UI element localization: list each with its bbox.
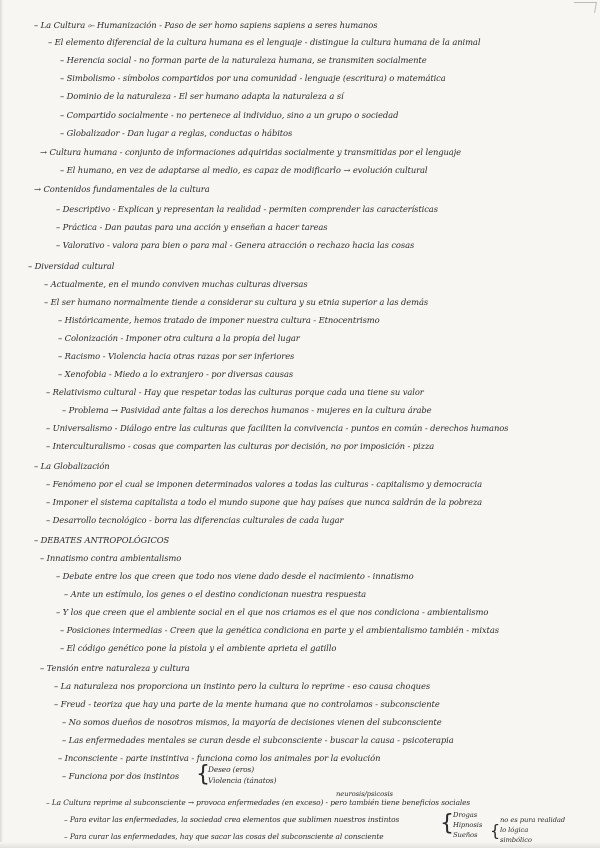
note-line: – El código genético pone la pistola y el ambiente aprieta el gatillo xyxy=(60,643,337,653)
note-heading: – Tensión entre naturaleza y cultura xyxy=(40,663,190,673)
note-line: – La naturaleza nos proporciona un instinto pero la cultura lo reprime - eso causa choques xyxy=(54,681,431,691)
note-line: – Valorativo - valora para bien o para mal - Genera atracción o rechazo hacia las cosas xyxy=(56,240,415,250)
note-heading: – DEBATES ANTROPOLÓGICOS xyxy=(34,535,170,545)
note-line: – Racismo - Violencia hacia otras razas por ser inferiores xyxy=(58,351,295,361)
note-line: – Universalismo - Diálogo entre las culturas que faciliten la convivencia - puntos en común - derechos humanos xyxy=(46,423,509,433)
note-line: – Colonización - Imponer otra cultura a la propia del lugar xyxy=(58,333,300,343)
note-line: – Para curar las enfermedades, hay que sacar las cosas del subconsciente al consciente xyxy=(64,832,384,841)
note-line: – Inconsciente - parte instintiva - funciona como los animales por la evolución xyxy=(58,753,381,763)
note-line: – Históricamente, hemos tratado de imponer nuestra cultura - Etnocentrismo xyxy=(58,315,380,325)
note-line: – Ante un estímulo, los genes o el destino condicionan nuestra respuesta xyxy=(64,589,366,599)
note-line: – Las enfermedades mentales se curan desde el subconsciente - buscar la causa - psicoterapia xyxy=(62,735,454,745)
note-heading: – La Globalización xyxy=(34,461,110,471)
page-crease-left xyxy=(0,0,3,848)
dream-note: lo lógica xyxy=(500,826,529,834)
note-line: – Desarrollo tecnológico - borra las diferencias culturales de cada lugar xyxy=(46,515,344,525)
instinct-bracket: { xyxy=(196,762,210,787)
note-line: – Imponer el sistema capitalista a todo el mundo supone que hay países que nunca saldrán de la pobreza xyxy=(46,497,483,507)
note-line: – Y los que creen que el ambiente social en el que nos criamos es el que nos condiciona - ambientalismo xyxy=(56,607,489,617)
note-line: – Dominio de la naturaleza - El ser humano adapta la naturaleza a sí xyxy=(60,91,344,101)
note-heading: – Innatismo contra ambientalismo xyxy=(40,553,182,563)
neurosis-note: neurosis/psicosis xyxy=(336,790,393,798)
note-line: – Funciona por dos instintos xyxy=(62,771,180,781)
note-line: – El ser humano normalmente tiende a considerar su cultura y su etnia superior a las demás xyxy=(44,297,429,307)
note-line: – Compartido socialmente - no pertenece al individuo, sino a un grupo o sociedad xyxy=(60,110,399,120)
instinct-tanatos: Violencia (tánatos) xyxy=(208,776,277,785)
note-line: – Herencia social - no forman parte de la naturaleza humana, se transmiten socialmente xyxy=(60,55,427,65)
note-line: – El elemento diferencial de la cultura humana es el lenguaje - distingue la cultura humana de la animal xyxy=(48,37,481,47)
methods-bracket: { xyxy=(440,811,454,836)
note-heading: – Diversidad cultural xyxy=(28,261,115,271)
method-suenos: Sueños xyxy=(453,831,478,839)
note-line: – Actualmente, en el mundo conviven muchas culturas diversas xyxy=(44,279,308,289)
note-line: – Relativismo cultural - Hay que respetar todas las culturas porque cada una tiene su valor xyxy=(46,387,424,397)
note-line: – Para evitar las enfermedades, la sociedad crea elementos que sublimen nuestros instintos xyxy=(64,815,400,824)
note-line: – Interculturalismo - cosas que comparten las culturas por decisión, no por imposición - pizza xyxy=(46,441,435,451)
note-line: – No somos dueños de nosotros mismos, la mayoría de decisiones vienen del subconsciente xyxy=(62,717,442,727)
note-line: – Freud - teoriza que hay una parte de la mente humana que no controlamos - subconsciente xyxy=(54,699,440,709)
dreams-bracket: { xyxy=(490,821,501,840)
method-drogas: Drogas xyxy=(453,811,478,819)
note-line: – Debate entre los que creen que todo nos viene dado desde el nacimiento - innatismo xyxy=(56,571,414,581)
note-line: – La Cultura reprime al subconsciente → provoca enfermedades (en exceso) - pero también tiene beneficios sociales xyxy=(46,798,471,807)
note-line: – El humano, en vez de adaptarse al medio, es capaz de modificarlo → evolución cultural xyxy=(60,165,428,175)
note-line: – Simbolismo - símbolos compartidos por una comunidad - lenguaje (escritura) o matemática xyxy=(60,73,446,83)
note-line: – La Cultura ⟜ Humanización - Paso de ser homo sapiens sapiens a seres humanos xyxy=(34,20,378,30)
note-line: – Práctica - Dan pautas para una acción y enseñan a hacer tareas xyxy=(56,222,328,232)
page-corner-fold xyxy=(572,2,597,13)
note-line: – Fenómeno por el cual se imponen determinados valores a todas las culturas - capitalismo y democracia xyxy=(46,479,483,489)
instinct-eros: Deseo (eros) xyxy=(208,765,254,774)
note-line: – Posiciones intermedias - Creen que la genética condiciona en parte y el ambientalismo también - mixtas xyxy=(60,625,499,635)
note-line: → Cultura humana - conjunto de informaciones adquiridas socialmente y transmitidas por el lenguaje xyxy=(40,147,462,157)
note-line: – Globalizador - Dan lugar a reglas, conductas o hábitos xyxy=(60,128,293,138)
dream-note: no es pura realidad xyxy=(500,816,566,824)
note-line: – Descriptivo - Explican y representan la realidad - permiten comprender las características xyxy=(56,204,438,214)
method-hipnosis: Hipnosis xyxy=(453,821,483,829)
dream-note: simbólico xyxy=(500,836,532,844)
note-heading: → Contenidos fundamentales de la cultura xyxy=(34,184,210,194)
note-line: – Xenofobia - Miedo a lo extranjero - por diversas causas xyxy=(58,369,294,379)
note-line: – Problema → Pasividad ante faltas a los derechos humanos - mujeres en la cultura árabe xyxy=(62,405,432,415)
